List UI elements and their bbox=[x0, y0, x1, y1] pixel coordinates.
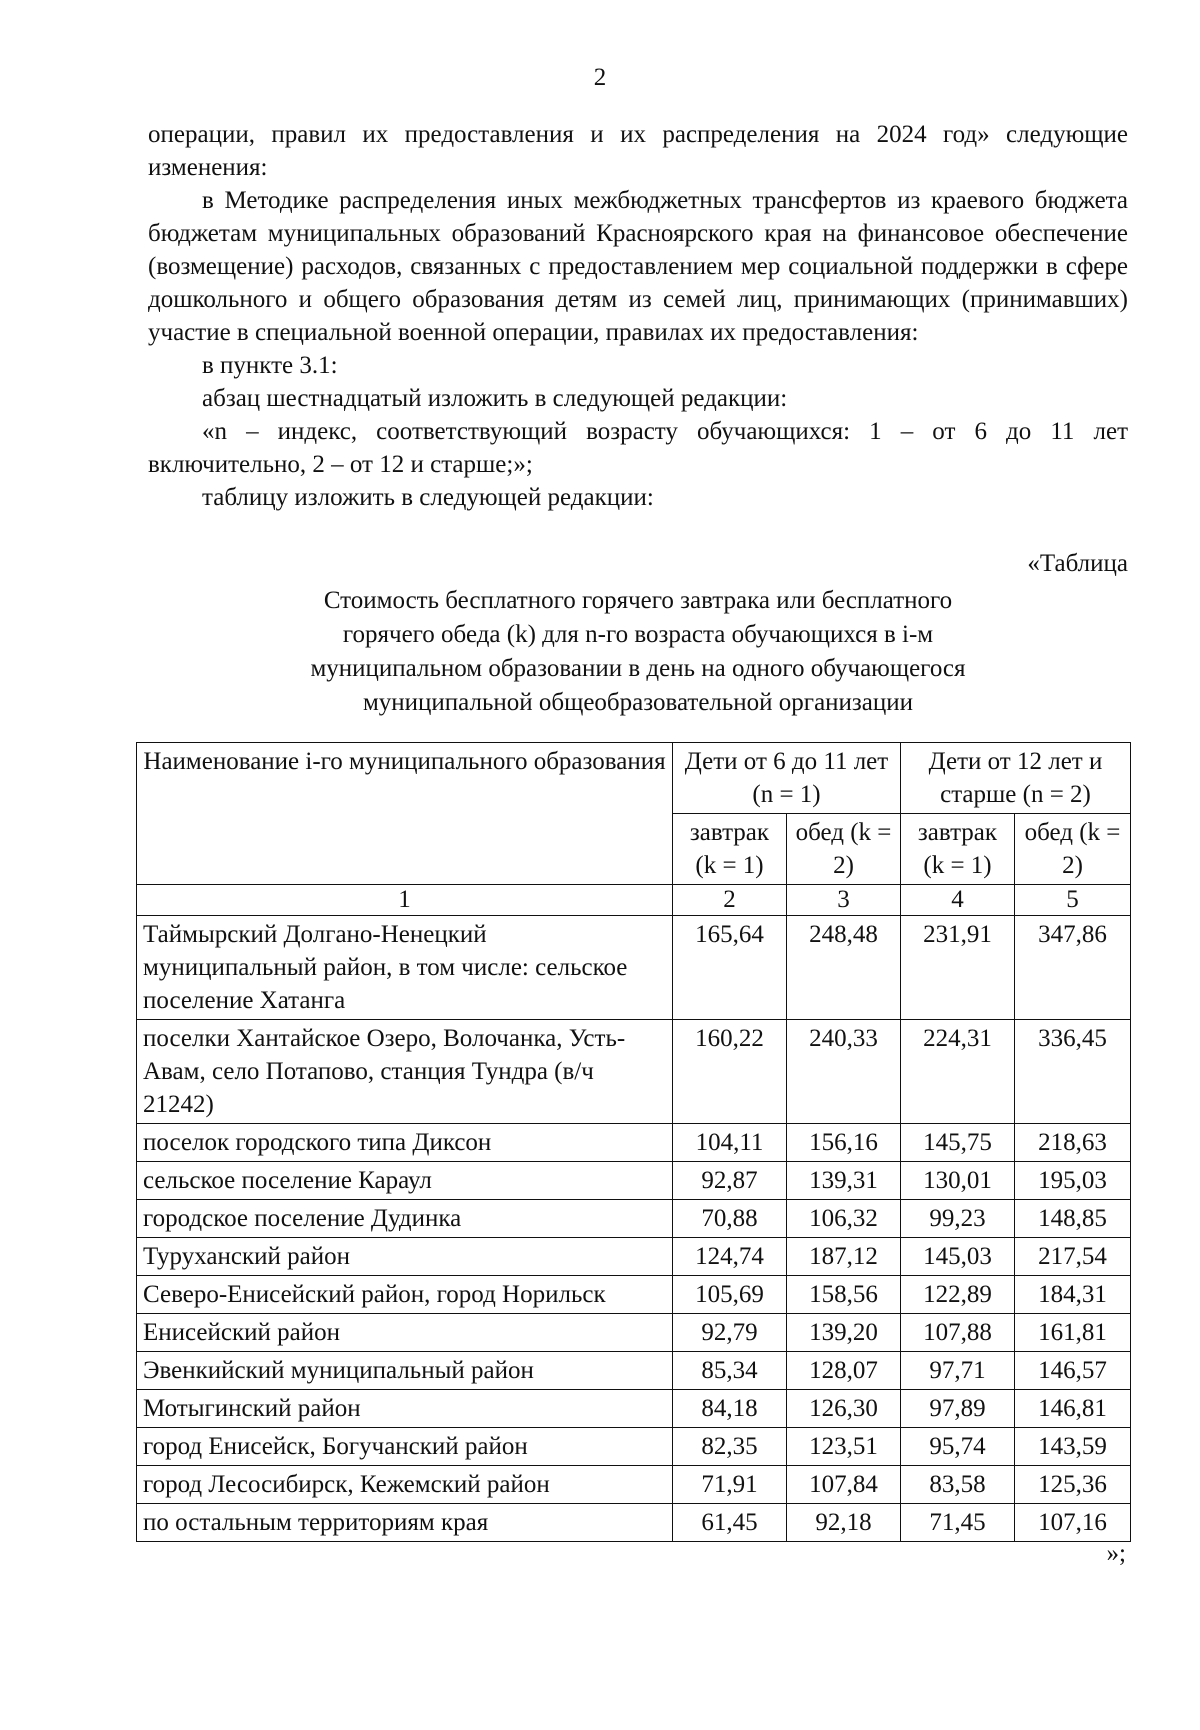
cost-value: 218,63 bbox=[1015, 1124, 1131, 1162]
cost-value: 240,33 bbox=[787, 1020, 901, 1124]
column-number: 4 bbox=[901, 885, 1015, 916]
table-row bbox=[137, 1162, 1131, 1200]
cost-value: 124,74 bbox=[673, 1238, 787, 1276]
cost-value: 231,91 bbox=[901, 916, 1015, 1020]
caption-line: горячего обеда (k) для n-го возраста обучающихся в i-м bbox=[342, 621, 934, 648]
subheader-lunch: обед (k = 2) bbox=[787, 814, 901, 885]
header-group-6-11: Дети от 6 до 11 лет (n = 1) bbox=[673, 743, 901, 814]
municipality-name: Северо-Енисейский район, город Норильск bbox=[137, 1276, 673, 1314]
cost-value: 71,45 bbox=[901, 1504, 1015, 1542]
cost-value: 106,32 bbox=[787, 1200, 901, 1238]
cost-value: 97,89 bbox=[901, 1390, 1015, 1428]
cost-value: 61,45 bbox=[673, 1504, 787, 1542]
header-municipality: Наименование i-го муниципального образования bbox=[137, 743, 673, 885]
cost-value: 187,12 bbox=[787, 1238, 901, 1276]
subheader-lunch: обед (k = 2) bbox=[1015, 814, 1131, 885]
caption-line: муниципальной общеобразовательной организации bbox=[362, 689, 914, 716]
cost-value: 336,45 bbox=[1015, 1020, 1131, 1124]
table-row bbox=[137, 1314, 1131, 1352]
column-number: 3 bbox=[787, 885, 901, 916]
cost-value: 148,85 bbox=[1015, 1200, 1131, 1238]
cost-value: 104,11 bbox=[673, 1124, 787, 1162]
table-row bbox=[137, 1238, 1131, 1276]
cost-value: 92,79 bbox=[673, 1314, 787, 1352]
cost-value: 145,75 bbox=[901, 1124, 1015, 1162]
cost-value: 195,03 bbox=[1015, 1162, 1131, 1200]
cost-value: 160,22 bbox=[673, 1020, 787, 1124]
table-row bbox=[137, 1352, 1131, 1390]
municipality-name: поселок городского типа Диксон bbox=[137, 1124, 673, 1162]
paragraph: таблицу изложить в следующей редакции: bbox=[202, 484, 654, 511]
municipality-name: Туруханский район bbox=[137, 1238, 673, 1276]
cost-value: 347,86 bbox=[1015, 916, 1131, 1020]
municipality-name: город Енисейск, Богучанский район bbox=[137, 1428, 673, 1466]
table-row bbox=[137, 1124, 1131, 1162]
cost-value: 95,74 bbox=[901, 1428, 1015, 1466]
cost-value: 84,18 bbox=[673, 1390, 787, 1428]
cost-value: 123,51 bbox=[787, 1428, 901, 1466]
cost-value: 82,35 bbox=[673, 1428, 787, 1466]
cost-value: 130,01 bbox=[901, 1162, 1015, 1200]
cost-value: 107,84 bbox=[787, 1466, 901, 1504]
cost-value: 107,88 bbox=[901, 1314, 1015, 1352]
column-number-row bbox=[137, 885, 1131, 916]
table-row bbox=[137, 916, 1131, 1020]
closing-quote: »; bbox=[1106, 1540, 1126, 1567]
paragraph: в Методике распределения иных межбюджетных трансфертов из краевого бюджета бюджетам муниципальных образований Красноярского края на финансовое обеспечение (возмещение) расходов, связанных с предоставлением мер социальной поддержки в сфере дошкольного и общего образования детям из семей лиц, принимающих (принимавших) участие в специальной военной операции, правилах их предоставления: bbox=[148, 187, 1128, 346]
cost-value: 158,56 bbox=[787, 1276, 901, 1314]
cost-value: 92,18 bbox=[787, 1504, 901, 1542]
cost-value: 248,48 bbox=[787, 916, 901, 1020]
municipality-name: Таймырский Долгано-Ненецкий муниципальный район, в том числе: сельское поселение Хатанга bbox=[137, 916, 673, 1020]
cost-value: 99,23 bbox=[901, 1200, 1015, 1238]
table-row bbox=[137, 1276, 1131, 1314]
cost-value: 139,31 bbox=[787, 1162, 901, 1200]
cost-value: 105,69 bbox=[673, 1276, 787, 1314]
table-reference: «Таблица bbox=[1027, 550, 1128, 577]
cost-value: 85,34 bbox=[673, 1352, 787, 1390]
cost-value: 156,16 bbox=[787, 1124, 901, 1162]
cost-value: 161,81 bbox=[1015, 1314, 1131, 1352]
table-row bbox=[137, 1020, 1131, 1124]
municipality-name: поселки Хантайское Озеро, Волочанка, Усть-Авам, село Потапово, станция Тундра (в/ч 21242) bbox=[137, 1020, 673, 1124]
paragraph: операции, правил их предоставления и их распределения на 2024 год» следующие изменения: bbox=[148, 121, 1128, 181]
cost-value: 107,16 bbox=[1015, 1504, 1131, 1542]
paragraph: «n – индекс, соответствующий возрасту обучающихся: 1 – от 6 до 11 лет включительно, 2 – от 12 и старше;»; bbox=[148, 418, 1128, 478]
table-row bbox=[137, 1200, 1131, 1238]
caption-line: Стоимость бесплатного горячего завтрака или бесплатного bbox=[323, 587, 953, 614]
cost-value: 126,30 bbox=[787, 1390, 901, 1428]
subheader-breakfast: завтрак (k = 1) bbox=[673, 814, 787, 885]
cost-value: 146,57 bbox=[1015, 1352, 1131, 1390]
municipality-name: Мотыгинский район bbox=[137, 1390, 673, 1428]
table-caption bbox=[148, 584, 1128, 720]
cost-value: 145,03 bbox=[901, 1238, 1015, 1276]
municipality-name: Енисейский район bbox=[137, 1314, 673, 1352]
table-row bbox=[137, 1466, 1131, 1504]
paragraph: абзац шестнадцатый изложить в следующей редакции: bbox=[202, 385, 788, 412]
cost-value: 224,31 bbox=[901, 1020, 1015, 1124]
cost-value: 97,71 bbox=[901, 1352, 1015, 1390]
column-number: 1 bbox=[137, 885, 673, 916]
header-group-12-plus: Дети от 12 лет и старше (n = 2) bbox=[901, 743, 1131, 814]
municipality-name: Эвенкийский муниципальный район bbox=[137, 1352, 673, 1390]
municipality-name: по остальным территориям края bbox=[137, 1504, 673, 1542]
cost-value: 184,31 bbox=[1015, 1276, 1131, 1314]
cost-value: 165,64 bbox=[673, 916, 787, 1020]
body-text bbox=[148, 118, 1128, 514]
cost-value: 70,88 bbox=[673, 1200, 787, 1238]
table-row bbox=[137, 1504, 1131, 1542]
column-number: 5 bbox=[1015, 885, 1131, 916]
cost-value: 92,87 bbox=[673, 1162, 787, 1200]
cost-value: 71,91 bbox=[673, 1466, 787, 1504]
cost-value: 217,54 bbox=[1015, 1238, 1131, 1276]
table-header-row bbox=[137, 743, 1131, 814]
cost-value: 146,81 bbox=[1015, 1390, 1131, 1428]
municipality-name: городское поселение Дудинка bbox=[137, 1200, 673, 1238]
caption-line: муниципальном образовании в день на одного обучающегося bbox=[310, 655, 966, 682]
table-row bbox=[137, 1428, 1131, 1466]
cost-value: 125,36 bbox=[1015, 1466, 1131, 1504]
cost-value: 139,20 bbox=[787, 1314, 901, 1352]
municipality-name: город Лесосибирск, Кежемский район bbox=[137, 1466, 673, 1504]
paragraph: в пункте 3.1: bbox=[202, 352, 338, 379]
cost-value: 128,07 bbox=[787, 1352, 901, 1390]
cost-value: 143,59 bbox=[1015, 1428, 1131, 1466]
cost-table bbox=[136, 742, 1131, 1542]
cost-value: 122,89 bbox=[901, 1276, 1015, 1314]
table-row bbox=[137, 1390, 1131, 1428]
subheader-breakfast: завтрак (k = 1) bbox=[901, 814, 1015, 885]
cost-value: 83,58 bbox=[901, 1466, 1015, 1504]
municipality-name: сельское поселение Караул bbox=[137, 1162, 673, 1200]
column-number: 2 bbox=[673, 885, 787, 916]
page-number: 2 bbox=[593, 64, 607, 91]
